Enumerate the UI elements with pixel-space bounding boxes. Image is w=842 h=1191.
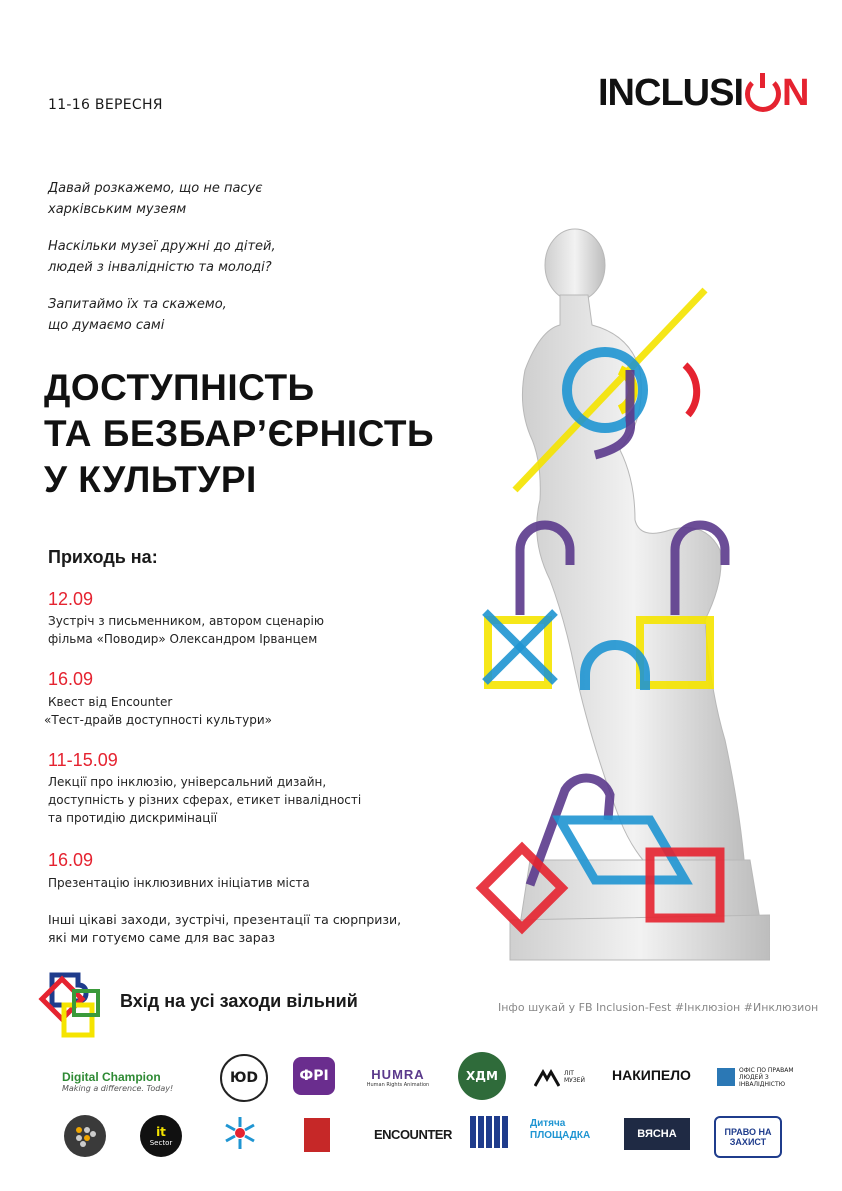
humra-logo: HUMRA Human Rights Animation: [366, 1066, 430, 1088]
intro-paragraph-3: Запитаймо їх та скажемо, що думаємо самі: [48, 297, 227, 333]
red-arc-shape: [685, 365, 697, 415]
encounter-logo: ENCOUNTER: [374, 1127, 452, 1142]
intro-paragraph-2: Наскільки музеї дружні до дітей, людей з інвалідністю та молоді?: [48, 239, 276, 275]
dots-logo: [64, 1115, 106, 1157]
venus-statue: [510, 229, 770, 960]
book-logo: [304, 1118, 330, 1152]
event-date: 16.09: [48, 850, 94, 870]
statue-artwork: [470, 220, 770, 980]
event-description: Презентацію інклюзивних ініціатив міста: [48, 876, 310, 890]
page-title: ДОСТУПНІСТЬ ТА БЕЗБАР’ЄРНІСТЬ У КУЛЬТУРІ: [44, 367, 435, 500]
pravo-logo: ПРАВО НА ЗАХИСТ: [714, 1116, 782, 1158]
event-description: Квест від Encounter «Тест-драйв доступності культури»: [44, 695, 272, 727]
dytiacha-logo: Дитяча ПЛОЩАДКА: [530, 1118, 591, 1141]
event-description: Лекції про інклюзію, універсальний дизайн, доступність у різних сферах, етикет інвалідності та протидію дискримінації: [48, 775, 362, 825]
grid-logo: [470, 1116, 510, 1148]
come-label: Приходь на:: [48, 547, 158, 567]
event-date: 16.09: [48, 669, 94, 689]
event-dates: 11-16 ВЕРЕСНЯ: [48, 97, 163, 113]
info-text: Інфо шукай у FB Inclusion-Fest #Інклюзіон #Инклюзион: [498, 1001, 819, 1014]
office-icon: [717, 1068, 735, 1086]
inclusion-logo: INCLUSI N: [598, 72, 809, 114]
dots-icon: [72, 1123, 98, 1149]
yud-logo: ЮD: [220, 1054, 268, 1102]
fri-logo: ФРІ: [293, 1057, 335, 1095]
intro-paragraph-1: Давай розкажемо, що не пасує харківським музеям: [48, 181, 263, 217]
viasna-logo: ВЯСНА: [624, 1118, 690, 1150]
nakypelo-logo: НАКИПЕЛО: [612, 1067, 691, 1083]
star-people-logo: [222, 1115, 258, 1151]
khm-logo: ХДМ: [458, 1052, 506, 1100]
puzzle-icon: [38, 965, 104, 1045]
lit-museum-logo: ЛІТ МУЗЕЙ: [527, 1062, 597, 1092]
mountain-icon: [534, 1067, 560, 1087]
free-entry-text: Вхід на усі заходи вільний: [120, 991, 358, 1011]
extra-events: Інші цікаві заходи, зустрічі, презентації та сюрпризи, які ми готуємо саме для вас зараз: [48, 912, 402, 945]
event-date: 11-15.09: [48, 750, 118, 770]
it-sector-logo: it Sector: [140, 1115, 182, 1157]
office-logo: ОФІС ПО ПРАВАМ ЛЮДЕЙ З ІНВАЛІДНІСТЮ: [716, 1062, 802, 1092]
digital-champion-logo: Digital Champion Making a difference. Today!: [62, 1069, 174, 1093]
event-description: Зустріч з письменником, автором сценарію фільма «Поводир» Олександром Ірванцем: [48, 614, 324, 646]
it-mark-icon: it: [156, 1125, 166, 1139]
event-date: 12.09: [48, 589, 94, 609]
power-icon: [745, 76, 781, 112]
